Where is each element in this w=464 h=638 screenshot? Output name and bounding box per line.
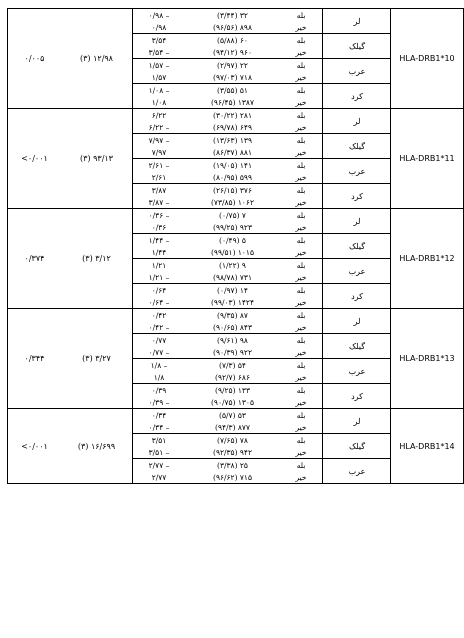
count-percent: ۹۶۰ (۹۴/۱۲) xyxy=(213,47,252,57)
adjusted-residual: ۱/۸ xyxy=(153,372,165,382)
ethnicity-label: عرب xyxy=(323,359,392,384)
group-table xyxy=(133,409,391,483)
allele-name: HLA-DRB1*10 xyxy=(391,9,464,109)
group-row xyxy=(133,309,391,321)
ethnicity-groups xyxy=(133,309,391,409)
count-percent: ۱۴۲۴ (۹۹/۰۳) xyxy=(210,297,254,307)
count-percent: ۵۹۹ (۸۰/۹۵) xyxy=(213,172,252,182)
yes-no-label: خیر xyxy=(295,247,307,257)
ethnicity-label: کرد xyxy=(323,84,392,109)
yes-no-label: خیر xyxy=(295,397,307,407)
group-row xyxy=(133,184,391,197)
group-row xyxy=(133,34,391,47)
count-percent: ۱۴ (۰/۹۷) xyxy=(185,284,280,297)
ethnicity-label: گیلک xyxy=(323,34,392,59)
yes-no-label: خیر xyxy=(295,472,307,482)
count-percent: ۵۳ (۵/۷) xyxy=(219,410,246,420)
count-percent: ۵۱ (۳/۵۵) xyxy=(185,84,280,97)
chi-square-value: (۳) ۳/۱۲ xyxy=(61,209,133,309)
count-percent: ۱۳۹ (۱۳/۶۳) xyxy=(185,134,280,147)
group-table xyxy=(133,309,391,408)
adjusted-residual: ۲/۷۷ xyxy=(151,472,167,482)
yes-no-label: بله xyxy=(280,259,323,272)
chi-square-value: (۳) ۳/۲۷ xyxy=(61,309,133,409)
group-row xyxy=(133,334,391,347)
yes-no-label: بله xyxy=(296,310,306,320)
chi-square-value: (۳) ۱۲/۹۸ xyxy=(61,9,133,109)
ethnicity-label: لر xyxy=(323,309,392,334)
count-percent: ۲۸۱ (۳۰/۲۲) xyxy=(213,110,252,120)
yes-no-label: بله xyxy=(280,384,323,397)
group-table xyxy=(133,9,391,108)
group-row xyxy=(133,434,391,447)
yes-no-label: خیر xyxy=(295,297,307,307)
p-value: ۰/۳۴۴ xyxy=(8,309,62,409)
yes-no-label: خیر xyxy=(295,72,307,82)
p-value: ۰/۳۷۴ xyxy=(8,209,62,309)
count-percent: ۷۸ (۷/۶۵) xyxy=(185,434,280,447)
yes-no-label: بله xyxy=(280,134,323,147)
allele-name: HLA-DRB1*12 xyxy=(391,209,464,309)
yes-no-label: خیر xyxy=(295,22,307,32)
count-percent: ۵ (۰/۴۹) xyxy=(185,234,280,247)
allele-block xyxy=(8,209,464,309)
adjusted-residual: ۰/۳۴ – xyxy=(148,422,170,432)
count-percent: ۵۴ (۷/۳) xyxy=(185,359,280,372)
adjusted-residual: ۰/۴۲ xyxy=(151,310,167,320)
yes-no-label: خیر xyxy=(295,47,307,57)
hla-table xyxy=(7,8,464,484)
count-percent: ۹۲۲ (۹۰/۳۹) xyxy=(213,347,252,357)
ethnicity-label: کرد xyxy=(323,184,392,209)
ethnicity-label: کرد xyxy=(323,384,392,409)
adjusted-residual: ۳/۵۴ – xyxy=(148,47,170,57)
adjusted-residual: ۰/۷۷ – xyxy=(148,347,170,357)
adjusted-residual: ۶/۲۲ – xyxy=(148,122,170,132)
count-percent: ۸۴۳ (۹۰/۶۵) xyxy=(213,322,252,332)
allele-block xyxy=(8,309,464,409)
yes-no-label: خیر xyxy=(295,172,307,182)
count-percent: ۶۰ (۵/۸۸) xyxy=(185,34,280,47)
group-row xyxy=(133,59,391,72)
ethnicity-label: عرب xyxy=(323,159,392,184)
chi-square-value: (۳) ۹۳/۱۳ xyxy=(61,109,133,209)
yes-no-label: بله xyxy=(280,434,323,447)
group-row xyxy=(133,409,391,421)
group-row xyxy=(133,234,391,247)
adjusted-residual: ۰/۷۷ xyxy=(133,334,185,347)
ethnicity-label: لر xyxy=(323,409,392,434)
ethnicity-label: عرب xyxy=(323,459,392,484)
group-row xyxy=(133,134,391,147)
allele-name: HLA-DRB1*14 xyxy=(391,409,464,484)
chi-square-value: (۳) ۱۶/۶۹۹ xyxy=(61,409,133,484)
hla-table-body xyxy=(8,9,464,484)
yes-no-label: بله xyxy=(280,234,323,247)
yes-no-label: بله xyxy=(280,359,323,372)
count-percent: ۱۳۸۷ (۹۶/۴۵) xyxy=(210,97,254,107)
adjusted-residual: ۱/۲۱ – xyxy=(148,272,170,282)
yes-no-label: خیر xyxy=(295,222,307,232)
ethnicity-label: عرب xyxy=(323,259,392,284)
yes-no-label: خیر xyxy=(295,372,307,382)
yes-no-label: بله xyxy=(296,410,306,420)
adjusted-residual: ۰/۴۲ – xyxy=(148,322,170,332)
count-percent: ۹۴۲ (۹۲/۳۵) xyxy=(213,447,252,457)
count-percent: ۲۵ (۳/۳۸) xyxy=(185,459,280,472)
p-value: ۰/۰۰۵ xyxy=(8,9,62,109)
group-row xyxy=(133,359,391,372)
adjusted-residual: ۰/۶۴ xyxy=(133,284,185,297)
adjusted-residual: ۰/۳۹ xyxy=(133,384,185,397)
adjusted-residual: ۲/۶۱ xyxy=(151,172,167,182)
adjusted-residual: ۱/۲۱ xyxy=(133,259,185,272)
adjusted-residual: ۱/۵۷ xyxy=(151,72,167,82)
count-percent: ۳۷۶ (۲۶/۱۵) xyxy=(185,184,280,197)
adjusted-residual: ۳/۵۴ xyxy=(133,34,185,47)
allele-block xyxy=(8,9,464,109)
yes-no-label: بله xyxy=(296,210,306,220)
ethnicity-label: کرد xyxy=(323,284,392,309)
ethnicity-label: عرب xyxy=(323,59,392,84)
adjusted-residual: ۰/۹۸ – xyxy=(148,10,170,20)
group-row xyxy=(133,459,391,472)
adjusted-residual: ۱/۰۸ – xyxy=(133,84,185,97)
count-percent: ۷۱۵ (۹۶/۶۲) xyxy=(213,472,252,482)
yes-no-label: خیر xyxy=(295,122,307,132)
ethnicity-label: گیلک xyxy=(323,434,392,459)
group-row xyxy=(133,9,391,21)
count-percent: ۸۷۷ (۹۴/۳) xyxy=(215,422,250,432)
adjusted-residual: ۱/۰۸ xyxy=(151,97,167,107)
ethnicity-label: گیلک xyxy=(323,334,392,359)
group-table xyxy=(133,109,391,208)
adjusted-residual: ۱/۴۴ – xyxy=(133,234,185,247)
group-row xyxy=(133,259,391,272)
count-percent: ۸۸۱ (۸۶/۳۷) xyxy=(213,147,252,157)
yes-no-label: خیر xyxy=(295,147,307,157)
adjusted-residual: ۱/۵۷ – xyxy=(133,59,185,72)
group-table xyxy=(133,209,391,308)
yes-no-label: بله xyxy=(280,184,323,197)
group-row xyxy=(133,84,391,97)
yes-no-label: خیر xyxy=(295,422,307,432)
allele-name: HLA-DRB1*11 xyxy=(391,109,464,209)
count-percent: ۶۸۶ (۹۲/۷) xyxy=(215,372,250,382)
count-percent: ۲۲ (۲/۹۷) xyxy=(185,59,280,72)
adjusted-residual: ۳/۵۱ xyxy=(133,434,185,447)
yes-no-label: خیر xyxy=(295,347,307,357)
adjusted-residual: ۳/۸۷ – xyxy=(148,197,170,207)
count-percent: ۹ (۱/۲۲) xyxy=(185,259,280,272)
adjusted-residual: ۷/۹۷ – xyxy=(133,134,185,147)
group-row xyxy=(133,109,391,121)
yes-no-label: بله xyxy=(280,59,323,72)
allele-block xyxy=(8,409,464,484)
adjusted-residual: ۳/۵۱ – xyxy=(148,447,170,457)
count-percent: ۱۰۶۲ (۷۳/۸۵) xyxy=(210,197,254,207)
allele-name: HLA-DRB1*13 xyxy=(391,309,464,409)
count-percent: ۱۰۱۵ (۹۹/۵۱) xyxy=(210,247,254,257)
adjusted-residual: ۰/۳۶ xyxy=(151,222,167,232)
adjusted-residual: ۰/۶۴ – xyxy=(148,297,170,307)
adjusted-residual: ۲/۷۷ – xyxy=(133,459,185,472)
adjusted-residual: ۰/۳۹ – xyxy=(148,397,170,407)
group-row xyxy=(133,284,391,297)
ethnicity-groups xyxy=(133,109,391,209)
count-percent: ۹۸ (۹/۶۱) xyxy=(185,334,280,347)
group-row xyxy=(133,384,391,397)
yes-no-label: بله xyxy=(280,459,323,472)
p-value: <۰/۰۰۱ xyxy=(8,409,62,484)
yes-no-label: بله xyxy=(280,34,323,47)
adjusted-residual: ۱/۴۴ xyxy=(151,247,167,257)
ethnicity-label: لر xyxy=(323,109,392,134)
adjusted-residual: ۳/۸۷ xyxy=(133,184,185,197)
adjusted-residual: ۰/۳۶ – xyxy=(148,210,170,220)
count-percent: ۱۴۱ (۱۹/۰۵) xyxy=(185,159,280,172)
adjusted-residual: ۰/۹۸ xyxy=(151,22,167,32)
yes-no-label: بله xyxy=(280,284,323,297)
yes-no-label: بله xyxy=(296,110,306,120)
count-percent: ۸۷ (۹/۳۵) xyxy=(217,310,248,320)
count-percent: ۳۲ (۳/۴۴) xyxy=(217,10,248,20)
yes-no-label: بله xyxy=(296,10,306,20)
ethnicity-label: لر xyxy=(323,9,392,34)
count-percent: ۶۴۹ (۶۹/۷۸) xyxy=(213,122,252,132)
ethnicity-label: لر xyxy=(323,209,392,234)
yes-no-label: خیر xyxy=(295,197,307,207)
yes-no-label: خیر xyxy=(295,447,307,457)
ethnicity-groups xyxy=(133,9,391,109)
ethnicity-label: گیلک xyxy=(323,234,392,259)
group-row xyxy=(133,159,391,172)
adjusted-residual: ۶/۲۲ xyxy=(151,110,167,120)
count-percent: ۱۳۳ (۹/۲۵) xyxy=(185,384,280,397)
yes-no-label: خیر xyxy=(295,97,307,107)
yes-no-label: خیر xyxy=(295,322,307,332)
ethnicity-label: گیلک xyxy=(323,134,392,159)
adjusted-residual: ۷/۹۷ xyxy=(151,147,167,157)
ethnicity-groups xyxy=(133,409,391,484)
p-value: <۰/۰۰۱ xyxy=(8,109,62,209)
count-percent: ۹۲۳ (۹۹/۲۵) xyxy=(213,222,252,232)
yes-no-label: خیر xyxy=(295,272,307,282)
count-percent: ۷۳۱ (۹۸/۷۸) xyxy=(213,272,252,282)
count-percent: ۸۹۸ (۹۶/۵۶) xyxy=(213,22,252,32)
count-percent: ۷۱۸ (۹۷/۰۳) xyxy=(213,72,252,82)
ethnicity-groups xyxy=(133,209,391,309)
adjusted-residual: ۱/۸ – xyxy=(133,359,185,372)
adjusted-residual: ۰/۳۴ xyxy=(151,410,167,420)
yes-no-label: بله xyxy=(280,159,323,172)
count-percent: ۱۳۰۵ (۹۰/۷۵) xyxy=(210,397,254,407)
group-row xyxy=(133,209,391,221)
count-percent: ۷ (۰/۷۵) xyxy=(219,210,246,220)
yes-no-label: بله xyxy=(280,84,323,97)
allele-block xyxy=(8,109,464,209)
yes-no-label: بله xyxy=(280,334,323,347)
adjusted-residual: ۲/۶۱ – xyxy=(133,159,185,172)
